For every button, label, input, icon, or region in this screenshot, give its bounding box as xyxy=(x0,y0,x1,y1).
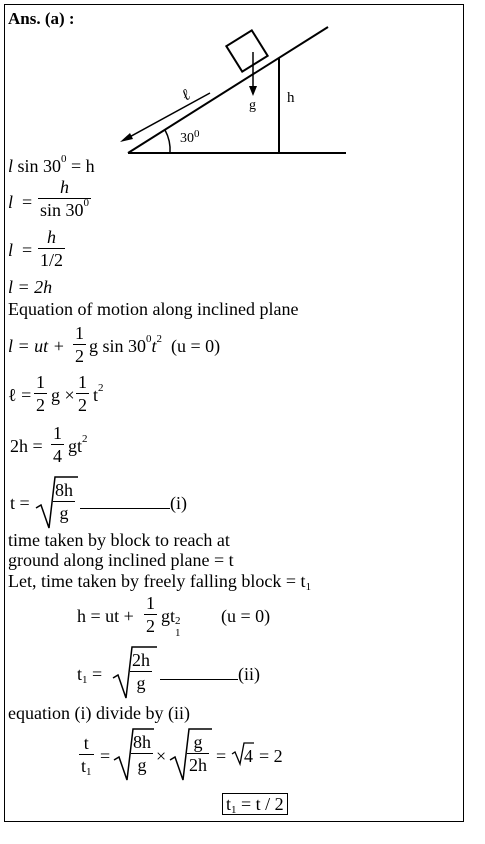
eom-lhs: l = ut + xyxy=(8,336,65,356)
t-tag: (i) xyxy=(80,494,187,512)
h2-rhs: $gt^2$ xyxy=(68,433,88,456)
eq-l-half-l: l xyxy=(8,240,14,260)
gravity-arrowhead xyxy=(249,86,257,96)
ratio-eq2: = xyxy=(216,746,227,766)
ff-cond: (u = 0) xyxy=(221,606,271,626)
h2-frac: 1 4 xyxy=(53,423,62,466)
t1-tag: (ii) xyxy=(160,665,260,683)
h2-lhs: 2h = xyxy=(10,436,43,456)
ratio-result: = 2 xyxy=(259,746,283,766)
label-ell: ℓ xyxy=(178,86,194,105)
ratio-times: × xyxy=(156,746,167,766)
eq-l-half-eq: = xyxy=(22,240,33,260)
eq-l-frac: h $\sin 30^0$ xyxy=(40,177,90,220)
block xyxy=(226,30,267,71)
answer-heading: Ans. (a) : xyxy=(8,9,75,28)
ratio-frac2: g 2h xyxy=(189,732,207,775)
ff-rhs: gt 2 1 xyxy=(161,606,181,639)
eom-rhs: g $\sin 30^0t^2$ (u = 0) xyxy=(89,333,221,356)
ratio-eq: = xyxy=(100,746,111,766)
text-time-taken: time taken by block to reach at xyxy=(8,530,230,550)
text-divide: equation (i) divide by (ii) xyxy=(8,703,190,723)
inclined-plane-diagram xyxy=(0,0,485,170)
ff-frac: 1 2 xyxy=(146,593,155,636)
eq-l-2h: l = 2h xyxy=(8,277,53,297)
eq-l-sin: l $\sin 30^0 = h$ xyxy=(8,153,95,176)
length-arrowhead xyxy=(120,133,133,142)
final-result: t1 = t / 2 xyxy=(222,793,288,815)
t1-frac: 2h g xyxy=(132,650,150,693)
ell-frac2: 1 2 xyxy=(78,372,87,415)
ell-lhs: ℓ = xyxy=(8,385,32,405)
ratio-frac: t t1 xyxy=(81,733,92,778)
ratio-frac1: 8h g xyxy=(133,732,151,775)
eq-l-frac-eq: = xyxy=(22,192,33,212)
ff-lhs: h = ut + xyxy=(77,606,134,626)
t-lhs: t = xyxy=(10,493,30,513)
label-g: g xyxy=(249,98,256,113)
ratio-four: 4 xyxy=(244,746,253,766)
t-frac: 8h g xyxy=(55,480,73,523)
eq-l-frac-l: l xyxy=(8,192,14,212)
label-angle: $30^0$ xyxy=(180,128,200,146)
angle-arc xyxy=(165,130,170,153)
label-h: h xyxy=(287,90,295,106)
ell-frac1: 1 2 xyxy=(36,372,45,415)
t1-lhs: t1 = xyxy=(77,664,103,686)
text-ground: ground along inclined plane = t xyxy=(8,550,234,570)
eom-title: Equation of motion along inclined plane xyxy=(8,299,299,319)
ell-t: $t^2$ xyxy=(93,382,104,405)
eq-l-half: h 1/2 xyxy=(40,227,64,270)
ell-mid: g × xyxy=(51,385,75,405)
text-free-fall: Let, time taken by freely falling block = t1 xyxy=(8,571,312,593)
eom-frac: 1 2 xyxy=(75,323,84,366)
